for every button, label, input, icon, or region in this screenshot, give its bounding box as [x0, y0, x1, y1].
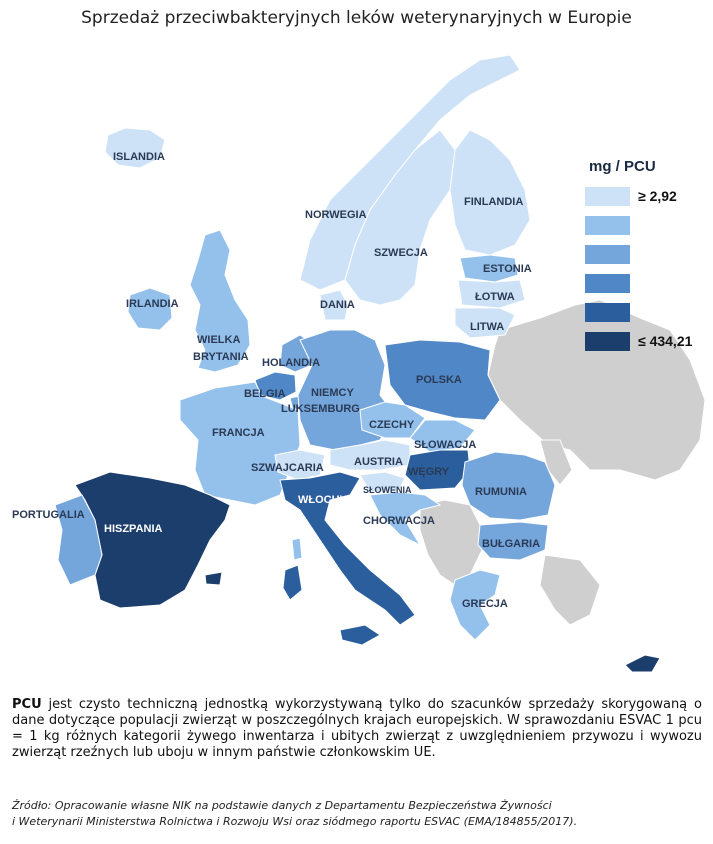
legend-swatch — [585, 274, 630, 293]
label-litwa: LITWA — [470, 321, 505, 333]
legend-item — [585, 328, 705, 354]
pcu-note — [12, 697, 702, 761]
legend-label: ≤ 434,21 — [638, 333, 693, 349]
note-text: jest czysto techniczną jednostką wykorzystywaną tylko do szacunków sprzedaży skorygowaną o dane dotyczące populacji zwierząt w poszczególnych krajach europejskich. W sprawozdaniu ESVAC 1 pcu = 1 kg różnych kategorii żywego inwentarza i ubitych zwierząt z uwzględnieniem przywozu i wywozu zwierząt rzeźnych lub uboju w innym państwie członkowskim UE. — [12, 697, 702, 760]
source-note — [12, 798, 712, 830]
label-szwajcaria: SZWAJCARIA — [251, 462, 324, 474]
label-slowacja: SŁOWACJA — [414, 439, 477, 451]
label-islandia: ISLANDIA — [113, 151, 165, 163]
label-wielka: WIELKA — [197, 334, 241, 346]
legend-swatch — [585, 216, 630, 235]
country-wlochy-sardynia — [283, 565, 302, 600]
source-line-1: Źródło: Opracowanie własne NIK na podstawie danych z Departamentu Bezpieczeństwa Żywności — [12, 799, 552, 812]
region-turkey-nodata — [540, 555, 600, 625]
label-irlandia: IRLANDIA — [126, 298, 179, 310]
label-rumunia: RUMUNIA — [475, 486, 527, 498]
label-estonia: ESTONIA — [483, 263, 532, 275]
label-holandia: HOLANDIA — [262, 357, 321, 369]
label-hiszpania: HISZPANIA — [104, 523, 163, 535]
label-szwecja: SZWECJA — [374, 247, 428, 259]
map-legend — [585, 158, 705, 357]
legend-swatch — [585, 187, 630, 206]
legend-item — [585, 241, 705, 267]
legend-item — [585, 183, 705, 209]
label-belgia: BELGIA — [244, 388, 286, 400]
label-czechy: CZECHY — [369, 419, 415, 431]
legend-swatch — [585, 332, 630, 351]
label-wegry: WĘGRY — [408, 466, 450, 478]
country-wlochy-sycylia — [340, 625, 380, 645]
map-title: Sprzedaż przeciwbakteryjnych leków weterynaryjnych w Europie — [81, 8, 632, 28]
region-balkans-nodata — [420, 500, 482, 585]
label-lotwa: ŁOTWA — [475, 291, 515, 303]
legend-title: mg / PCU — [589, 158, 656, 175]
legend-swatch — [585, 245, 630, 264]
label-luksemburg: LUKSEMBURG — [281, 403, 360, 415]
label-niemcy: NIEMCY — [311, 387, 354, 399]
legend-item — [585, 270, 705, 296]
label-portugalia: PORTUGALIA — [12, 509, 85, 521]
label-austria: AUSTRIA — [354, 456, 403, 468]
label-bulgaria: BUŁGARIA — [482, 538, 541, 550]
country-cypr — [625, 655, 660, 672]
label-chorwacja: CHORWACJA — [363, 515, 435, 527]
label-grecja: GRECJA — [462, 598, 508, 610]
legend-item — [585, 299, 705, 325]
label-finlandia: FINLANDIA — [464, 196, 524, 208]
label-slowenia: SŁOWENIA — [363, 485, 412, 495]
label-polska: POLSKA — [416, 374, 462, 386]
label-francja: FRANCJA — [212, 427, 265, 439]
country-francja-korsyka — [292, 538, 302, 560]
label-dania: DANIA — [320, 299, 355, 311]
label-wlochy: WŁOCHY — [298, 494, 347, 506]
country-finlandia — [450, 130, 530, 255]
legend-item — [585, 212, 705, 238]
note-bold-term: PCU — [12, 697, 42, 712]
legend-label: ≥ 2,92 — [638, 188, 677, 204]
label-brytania: BRYTANIA — [193, 351, 249, 363]
label-norwegia: NORWEGIA — [305, 209, 367, 221]
source-line-2: i Weterynarii Ministerstwa Rolnictwa i Rozwoju Wsi oraz siódmego raportu ESVAC (EMA/184855/2017). — [12, 815, 578, 828]
legend-swatch — [585, 303, 630, 322]
country-hiszpania-baleary — [205, 572, 222, 585]
